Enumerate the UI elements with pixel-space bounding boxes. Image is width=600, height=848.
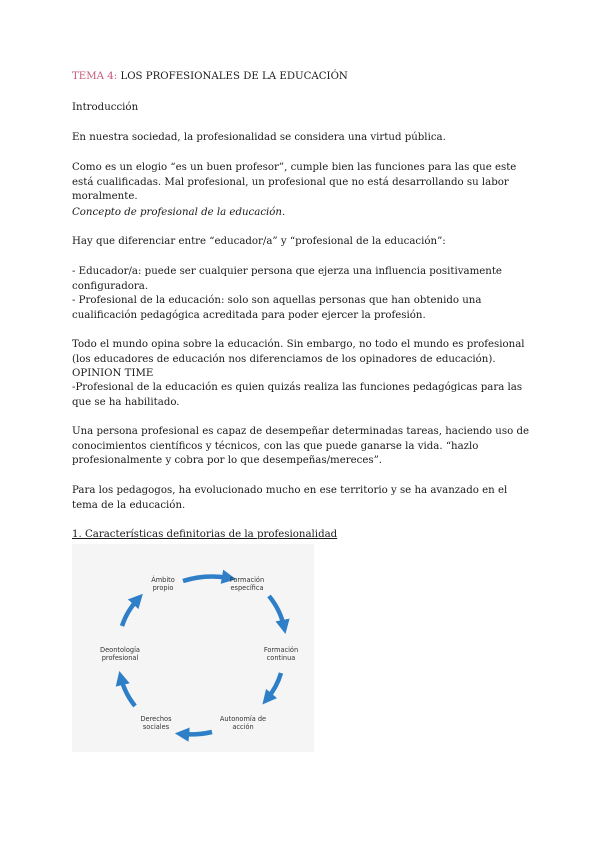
node-derechos-line1: Derechos (140, 715, 172, 723)
section-1-heading: 1. Características definitorias de la profesionalidad (72, 529, 338, 540)
node-formacion-especifica-line1: Formación (229, 576, 265, 584)
paragraph-2: Como es un elogio “es un buen profesor”, cumple bien las funciones para las que este está cualificadas. Mal profesional, un profesional que no está desarrollando su labor moralmente. (72, 162, 517, 203)
node-formacion-continua-line2: continua (266, 654, 296, 662)
paragraph-6: Todo el mundo opina sobre la educación. Sin embargo, no todo el mundo es profesional (los educadores de educación nos diferenciamos de los opinadores de educación). OPINION TIME (72, 339, 525, 380)
cycle-svg (72, 544, 314, 752)
title-prefix: TEMA 4: (72, 71, 118, 82)
paragraph-9: Para los pedagogos, ha evolucionado mucho en ese territorio y se ha avanzado en el tema de la educación. (72, 485, 508, 511)
intro-heading: Introducción (72, 102, 139, 113)
node-ambito-line1: Ámbito (151, 576, 175, 584)
concept-heading: Concepto de profesional de la educación. (72, 207, 286, 218)
list-item-profesional: - Profesional de la educación: solo son aquellas personas que han obtenido una cualificación pedagógica acreditada para poder ejercer la profesión. (72, 295, 482, 321)
cycle-arrow-4 (182, 732, 212, 734)
list-item-educador: - Educador/a: puede ser cualquier persona que ejerza una influencia positivamente configuradora. (72, 266, 502, 292)
node-formacion-especifica-line2: específica (230, 584, 264, 592)
paragraph-7: -Profesional de la educación es quien quizás realiza las funciones pedagógicas para las que se ha habilitado. (72, 382, 523, 408)
cycle-arrow-5 (121, 678, 135, 706)
cycle-arrows (121, 577, 284, 735)
page-title (72, 70, 532, 85)
cycle-arrow-3 (267, 673, 281, 699)
paragraph-3: Hay que diferenciar entre “educador/a” y “profesional de la educación”: (72, 236, 446, 247)
node-deontologia-line2: profesional (101, 654, 139, 662)
node-ambito-line2: propio (152, 584, 174, 592)
paragraph-1: En nuestra sociedad, la profesionalidad se considera una virtud pública. (72, 132, 446, 143)
cycle-arrow-6 (122, 599, 138, 626)
node-autonomia-line1: Autonomía de (219, 715, 267, 723)
node-deontologia-line1: Deontología (100, 646, 140, 654)
cycle-arrow-2 (269, 596, 284, 627)
node-formacion-continua-line1: Formación (263, 646, 299, 654)
profesionalidad-cycle-diagram (72, 544, 314, 752)
node-autonomia-line2: acción (232, 723, 254, 731)
paragraph-8: Una persona profesional es capaz de desempeñar determinadas tareas, haciendo uso de conocimientos científicos y técnicos, con las que puede ganarse la vida. “hazlo profesionalmente y cobra por lo que desempeñas/mereces”. (72, 426, 530, 467)
node-derechos-line2: sociales (142, 723, 170, 731)
cycle-arrow-1 (183, 577, 229, 581)
title-text: LOS PROFESIONALES DE LA EDUCACIÓN (120, 71, 348, 82)
